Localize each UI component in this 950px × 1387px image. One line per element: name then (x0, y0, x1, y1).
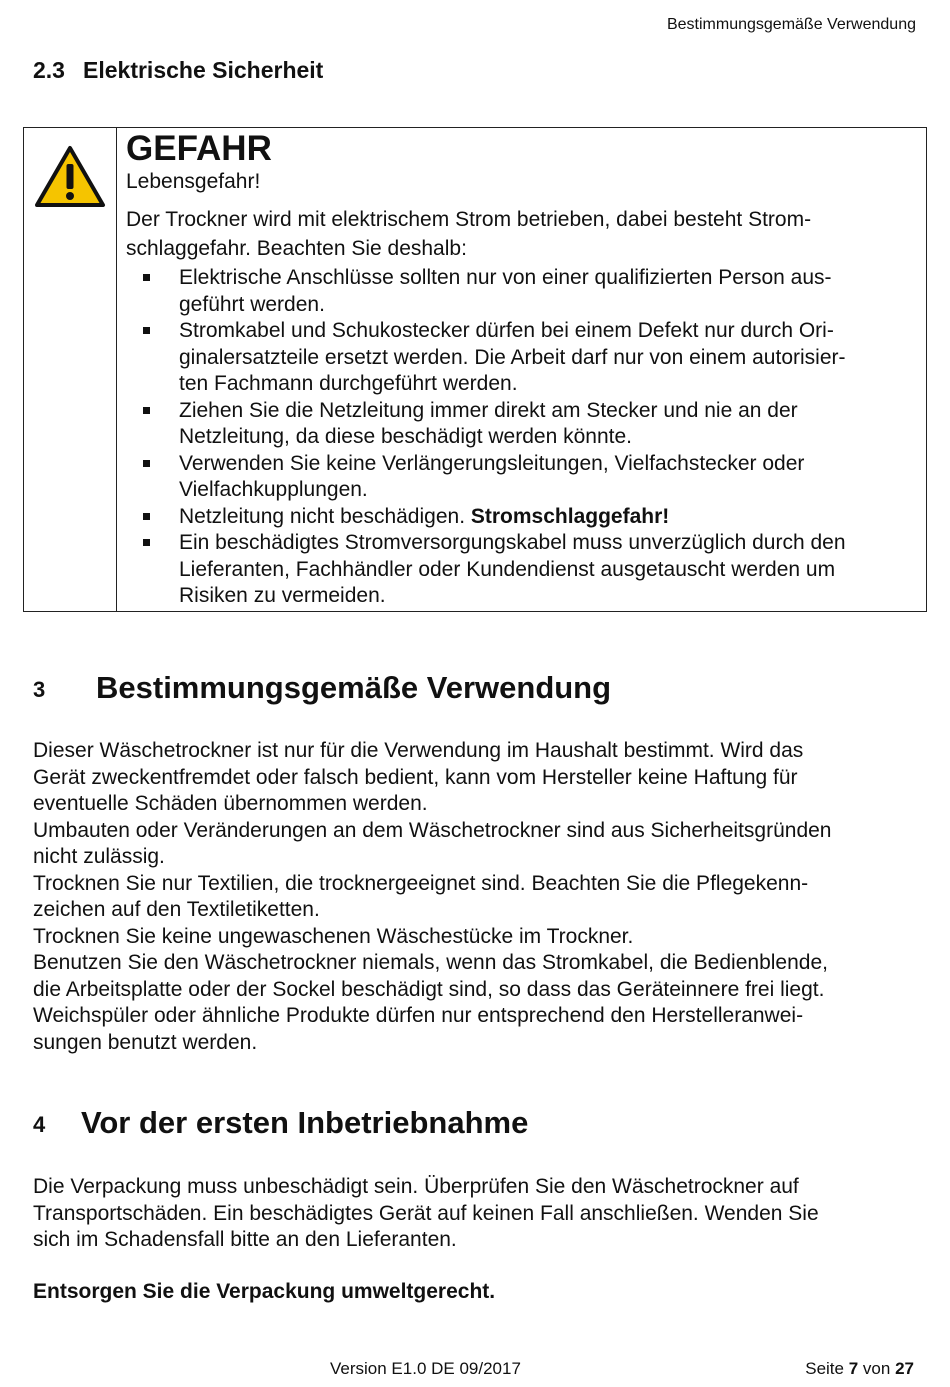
section-title: Bestimmungsgemäße Verwendung (96, 670, 612, 705)
text-line: nicht zulässig. (33, 845, 165, 868)
text-line: sich im Schadensfall bitte an den Lieferanten. (33, 1228, 457, 1251)
danger-warning-box (23, 127, 927, 612)
page-current: 7 (848, 1359, 859, 1378)
text-line: Benutzen Sie den Wäschetrockner niemals, wenn das Stromkabel, die Bedienblende, (33, 951, 828, 974)
warning-intro-line: schlaggefahr. Beachten Sie deshalb: (126, 237, 467, 260)
list-item: Ein beschädigtes Stromversorgungskabel muss unverzüglich durch den Lieferanten, Fachhändler oder Kundendienst ausgetauscht werden um Risiken zu vermeiden. (126, 530, 912, 610)
list-item: Ziehen Sie die Netzleitung immer direkt am Stecker und nie an der Netzleitung, da diese beschädigt werden könnte. (126, 398, 912, 451)
text-line: Trocknen Sie keine ungewaschenen Wäschestücke im Trockner. (33, 924, 634, 948)
item-emphasis: Stromschlaggefahr! (470, 504, 670, 528)
page-mid: von (862, 1359, 891, 1378)
item-text: Netzleitung nicht beschädigen. (179, 504, 466, 528)
warning-triangle-icon (34, 144, 106, 208)
text-line: Transportschäden. Ein beschädigtes Gerät auf keinen Fall anschließen. Wenden Sie (33, 1201, 819, 1225)
warning-list (126, 265, 912, 610)
warning-content (126, 128, 912, 610)
text-line: Weichspüler oder ähnliche Produkte dürfen nur entsprechend den Herstelleranwei- (33, 1004, 804, 1027)
section-heading-2-3 (33, 57, 323, 84)
warning-subtitle: Lebensgefahr! (126, 170, 261, 193)
text-line: zeichen auf den Textiletiketten. (33, 898, 320, 921)
text-line: eventuelle Schäden übernommen werden. (33, 792, 428, 815)
warning-intro (126, 205, 912, 263)
warning-intro-line: Der Trockner wird mit elektrischem Strom betrieben, dabei besteht Strom- (126, 208, 812, 231)
running-header: Bestimmungsgemäße Verwendung (666, 16, 916, 33)
section-heading-3 (33, 670, 611, 706)
footer-page-number (805, 1359, 914, 1379)
text-line: die Arbeitsplatte oder der Sockel beschädigt sind, so dass das Geräteinnere frei liegt. (33, 977, 825, 1001)
section-heading-4 (33, 1105, 528, 1141)
section-title: Elektrische Sicherheit (83, 57, 324, 83)
page-prefix: Seite (805, 1359, 844, 1378)
text-line: sungen benutzt werden. (33, 1030, 258, 1054)
list-item: Verwenden Sie keine Verlängerungsleitungen, Vielfachstecker oder Vielfachkupplungen. (126, 451, 912, 504)
list-item: Stromkabel und Schukostecker dürfen bei einem Defekt nur durch Ori- ginalersatzteile ersetzt werden. Die Arbeit darf nur von einem autorisier- ten Fachmann durchgeführt werden. (126, 318, 912, 398)
footer-version: Version E1.0 DE 09/2017 (330, 1359, 521, 1378)
disposal-note: Entsorgen Sie die Verpackung umweltgerecht. (33, 1280, 496, 1303)
section-number: 2.3 (33, 57, 65, 83)
section-3-body (33, 738, 923, 1056)
list-item (126, 504, 912, 531)
warning-icon-column (24, 128, 117, 611)
text-line: Trocknen Sie nur Textilien, die trocknergeeignet sind. Beachten Sie die Pflegekenn- (33, 871, 809, 895)
section-number: 4 (33, 1111, 46, 1137)
text-line: Die Verpackung muss unbeschädigt sein. Überprüfen Sie den Wäschetrockner auf (33, 1175, 799, 1198)
section-4-body (33, 1174, 923, 1254)
page-total: 27 (895, 1359, 914, 1378)
text-line: Gerät zweckentfremdet oder falsch bedient, kann vom Hersteller keine Haftung für (33, 765, 798, 789)
section-title: Vor der ersten Inbetriebnahme (81, 1105, 529, 1140)
list-item: Elektrische Anschlüsse sollten nur von einer qualifizierten Person aus- geführt werden. (126, 265, 912, 318)
text-line: Umbauten oder Veränderungen an dem Wäschetrockner sind aus Sicherheitsgründen (33, 818, 832, 842)
text-line: Dieser Wäschetrockner ist nur für die Verwendung im Haushalt bestimmt. Wird das (33, 739, 804, 762)
section-number: 3 (33, 676, 46, 702)
signal-word: GEFAHR (126, 129, 272, 168)
